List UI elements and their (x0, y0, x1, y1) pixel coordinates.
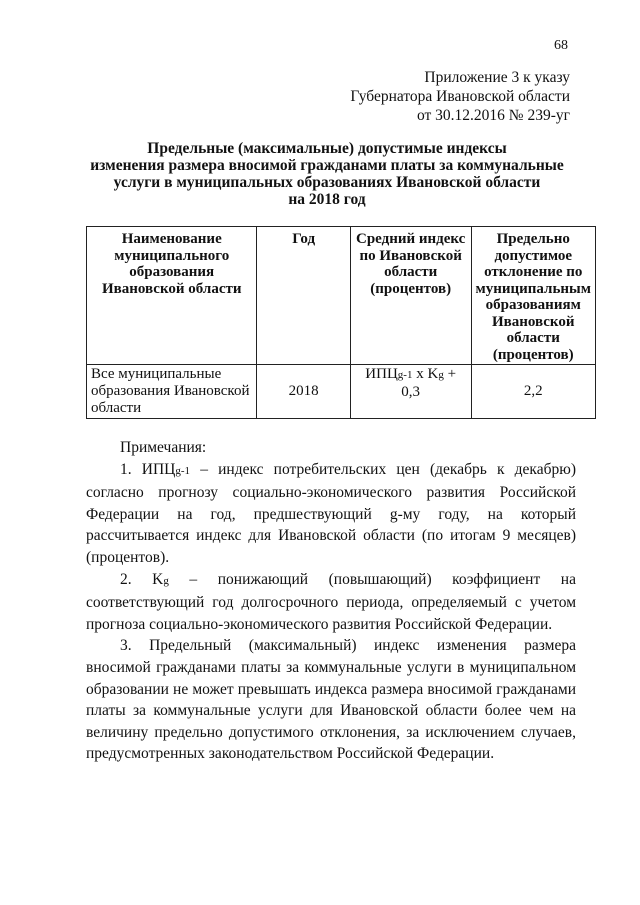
appendix-header (350, 68, 570, 125)
document-title (86, 140, 568, 208)
appendix-line-3: от 30.12.2016 № 239-уг (416, 107, 570, 124)
cell-year: 2018 (257, 365, 350, 419)
note-1 (86, 459, 576, 569)
notes-section (86, 437, 576, 765)
table-header-row (87, 227, 596, 365)
appendix-line-2: Губернатора Ивановской области (350, 88, 570, 105)
index-limits-table (86, 226, 596, 419)
formula-suffix: + (443, 366, 457, 382)
note-1-text: – индекс потребительских цен (декабрь к декабрю) согласно прогнозу социально-экономического развития Российской Федерации на год, предшествующий g-му году, на который рассчитывается индекс для Ивановской области (по итогам 9 месяцев) (процентов). (86, 460, 576, 566)
note-1-start: 1. ИПЦ (120, 460, 176, 478)
cell-deviation: 2,2 (471, 365, 596, 419)
formula-sub-1: g-1 (397, 369, 413, 381)
page-number: 68 (554, 38, 568, 53)
note-2 (86, 569, 576, 636)
notes-heading: Примечания: (120, 439, 207, 456)
header-average-index: Средний индекс по Ивановской области (процентов) (350, 227, 471, 365)
cell-index-formula (350, 365, 471, 419)
cell-municipality: Все муниципальные образования Ивановской области (87, 365, 257, 419)
header-max-deviation: Предельно допустимое отклонение по муниципальным образованиям Ивановской области (процентов) (471, 227, 596, 365)
formula-line-2: 0,3 (401, 384, 421, 400)
table-row (87, 365, 596, 419)
header-municipality: Наименование муниципального образования Ивановской области (87, 227, 257, 365)
note-2-text: – понижающий (повышающий) коэффициент на соответствующий год долгосрочного периода, определяемый с учетом прогноза социально-экономического развития Российской Федерации. (86, 570, 576, 633)
note-3: 3. Предельный (максимальный) индекс изменения размера вносимой гражданами платы за коммунальные услуги в муниципальном образовании не может превышать индекса размера вносимой гражданами платы за коммунальные услуги для Ивановской области более чем на величину предельно допустимого отклонения, за исключением случаев, предусмотренных законодательством Российской Федерации. (86, 637, 576, 763)
header-year: Год (257, 227, 350, 365)
formula-prefix: ИПЦ (365, 366, 398, 382)
title-line-1: Предельные (максимальные) допустимые индексы (147, 140, 507, 157)
appendix-line-1: Приложение 3 к указу (424, 69, 570, 86)
note-2-sub: g (163, 574, 169, 587)
formula-sub-2: g (438, 369, 444, 381)
note-1-sub: g-1 (175, 464, 191, 477)
formula-mid: х K (412, 366, 439, 382)
title-line-2: изменения размера вносимой гражданами платы за коммунальные (90, 157, 564, 174)
title-line-4: на 2018 год (288, 191, 366, 208)
title-line-3: услуги в муниципальных образованиях Ивановской области (113, 174, 541, 191)
note-2-start: 2. K (120, 570, 164, 588)
